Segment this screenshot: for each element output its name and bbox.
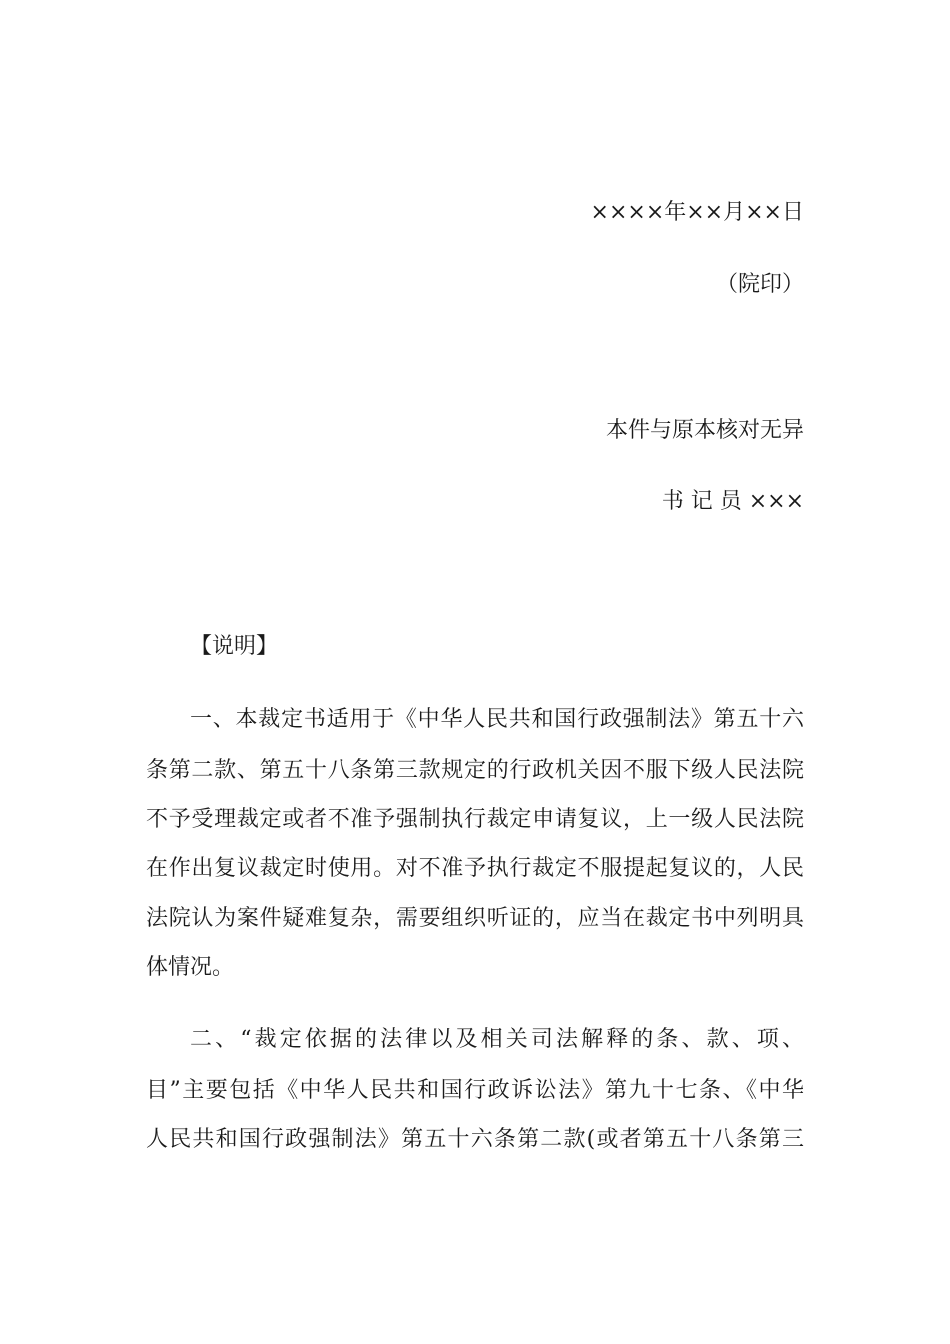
explanation-heading: 【说明】	[190, 634, 279, 659]
paragraph-line: 二、“裁定依据的法律以及相关司法解释的条、款、项、	[190, 1027, 804, 1052]
paragraph-line: 法院认为案件疑难复杂，需要组织听证的，应当在裁定书中列明具	[146, 906, 804, 931]
paragraph-line: 体情况。	[146, 955, 235, 980]
paragraph-line: 在作出复议裁定时使用。对不准予执行裁定不服提起复议的，人民	[146, 856, 804, 881]
paragraph-line: 目”主要包括《中华人民共和国行政诉讼法》第九十七条、《中华	[146, 1078, 804, 1103]
court-seal: （院印）	[715, 272, 804, 297]
clerk-signature: 书 记 员 ×××	[661, 489, 804, 514]
paragraph-line: 不予受理裁定或者不准予强制执行裁定申请复议，上一级人民法院	[146, 807, 804, 832]
document-date: ××××年××月××日	[590, 200, 804, 225]
paragraph-line: 人民共和国行政强制法》第五十六条第二款(或者第五十八条第三	[146, 1127, 804, 1152]
verification-statement: 本件与原本核对无异	[605, 418, 804, 443]
paragraph-line: 一、本裁定书适用于《中华人民共和国行政强制法》第五十六	[190, 707, 804, 732]
paragraph-line: 条第二款、第五十八条第三款规定的行政机关因不服下级人民法院	[146, 758, 804, 783]
